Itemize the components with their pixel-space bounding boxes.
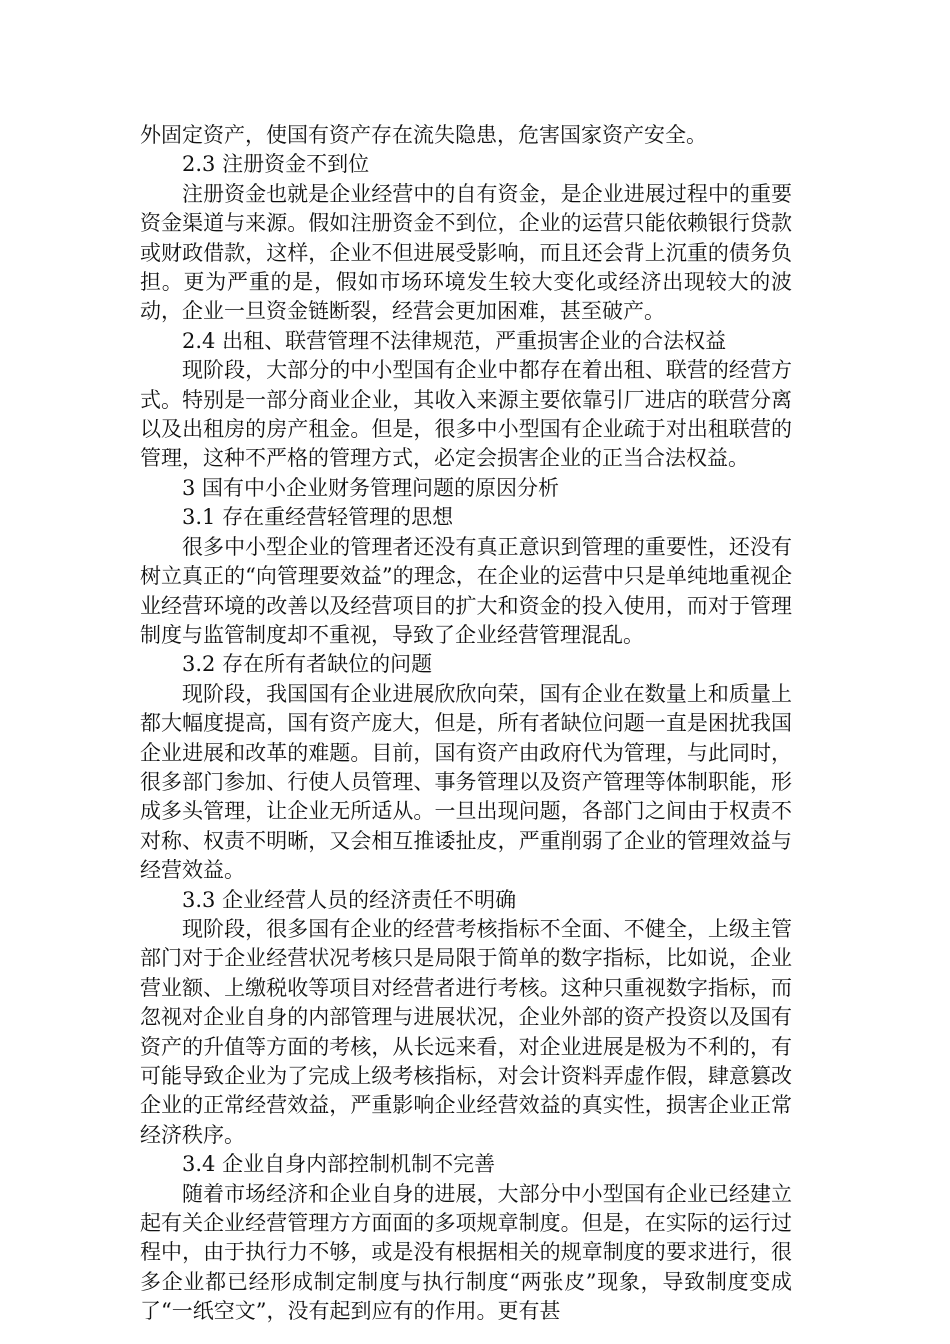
section-heading: 3.3 企业经营人员的经济责任不明确 xyxy=(182,887,517,912)
paragraph: 很多中小型企业的管理者还没有真正意识到管理的重要性，还没有树立真正的“向管理要效益”的理念，在企业的运营中只是单纯地重视企业经营环境的改善以及经营项目的扩大和资金的投入使用，而对于管理制度与监管制度却不重视，导致了企业经营管理混乱。 xyxy=(140,534,792,647)
section-heading: 3.4 企业自身内部控制机制不完善 xyxy=(182,1152,496,1177)
chapter-heading: 3 国有中小企业财务管理问题的原因分析 xyxy=(182,475,560,500)
paragraph: 随着市场经济和企业自身的进展，大部分中小型国有企业已经建立起有关企业经营管理方方面面的多项规章制度。但是，在实际的运行过程中，由于执行力不够，或是没有根据相关的规章制度的要求进行，很多企业都已经形成制定制度与执行制度“两张皮”现象，导致制度变成了“一纸空文”，没有起到应有的作用。更有甚 xyxy=(140,1181,792,1324)
section-heading: 2.4 出租、联营管理不法律规范，严重损害企业的合法权益 xyxy=(182,328,727,353)
paragraph: 外固定资产，使国有资产存在流失隐患，危害国家资产安全。 xyxy=(140,123,707,147)
paragraph: 现阶段，大部分的中小型国有企业中都存在着出租、联营的经营方式。特别是一部分商业企业，其收入来源主要依靠引厂进店的联营分离以及出租房的房产租金。但是，很多中小型国有企业疏于对出租联营的管理，这种不严格的管理方式，必定会损害企业的正当合法权益。 xyxy=(140,358,792,471)
section-heading: 3.2 存在所有者缺位的问题 xyxy=(182,652,433,677)
paragraph: 注册资金也就是企业经营中的自有资金，是企业进展过程中的重要资金渠道与来源。假如注册资金不到位，企业的运营只能依赖银行贷款或财政借款，这样，企业不但进展受影响，而且还会背上沉重的债务负担。更为严重的是，假如市场环境发生较大变化或经济出现较大的波动，企业一旦资金链断裂，经营会更加困难，甚至破产。 xyxy=(140,181,792,324)
section-heading: 2.3 注册资金不到位 xyxy=(182,152,370,177)
document-page xyxy=(140,121,792,1327)
paragraph: 现阶段，我国国有企业进展欣欣向荣，国有企业在数量上和质量上都大幅度提高，国有资产庞大，但是，所有者缺位问题一直是困扰我国企业进展和改革的难题。目前，国有资产由政府代为管理，与此同时，很多部门参加、行使人员管理、事务管理以及资产管理等体制职能，形成多头管理，让企业无所适从。一旦出现问题，各部门之间由于权责不对称、权责不明晰，又会相互推诿扯皮，严重削弱了企业的管理效益与经营效益。 xyxy=(140,681,792,883)
section-heading: 3.1 存在重经营轻管理的思想 xyxy=(182,505,454,530)
paragraph: 现阶段，很多国有企业的经营考核指标不全面、不健全，上级主管部门对于企业经营状况考核只是局限于简单的数字指标，比如说，企业营业额、上缴税收等项目对经营者进行考核。这种只重视数字指标，而忽视对企业自身的内部管理与进展状况，企业外部的资产投资以及国有资产的升值等方面的考核，从长远来看，对企业进展是极为不利的，有可能导致企业为了完成上级考核指标，对会计资料弄虚作假，肆意篡改企业的正常经营效益，严重影响企业经营效益的真实性，损害企业正常经济秩序。 xyxy=(140,916,792,1147)
